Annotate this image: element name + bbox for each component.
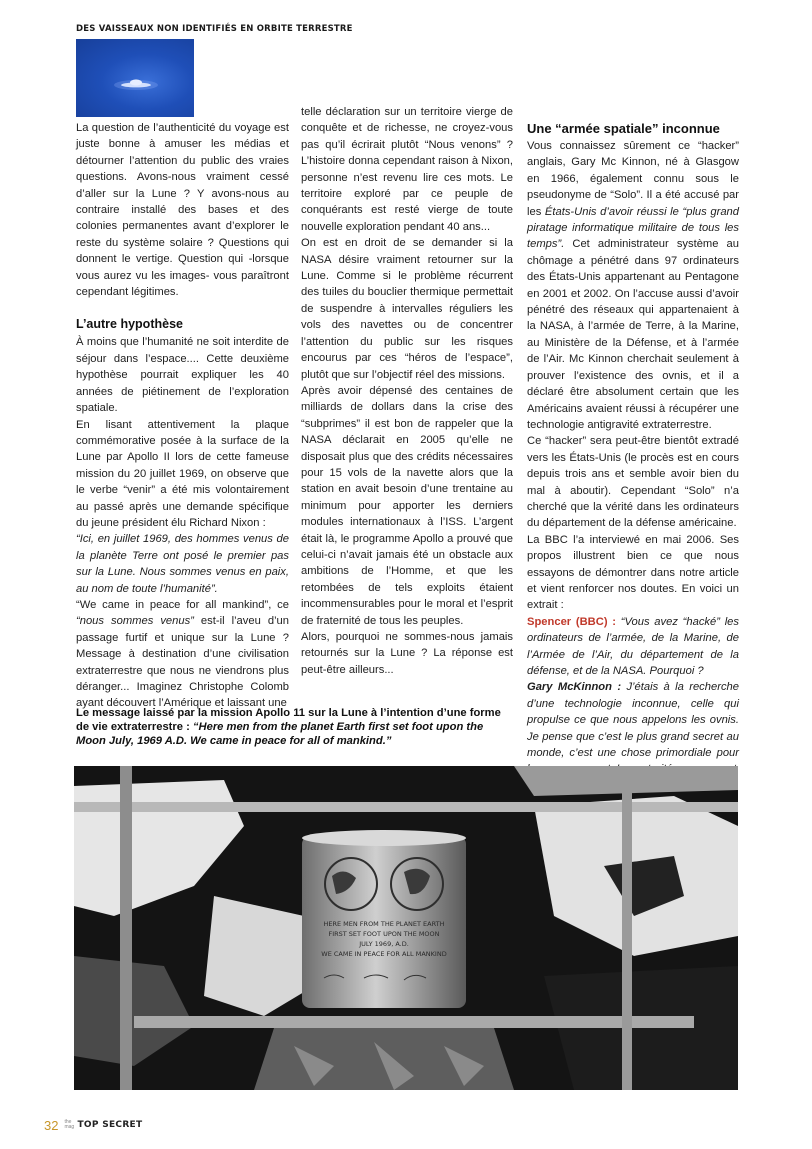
plaque-line-2: FIRST SET FOOT UPON THE MOON — [328, 930, 440, 938]
paragraph: Ce “hacker” sera peut-être bientôt extradé vers les États-Unis (le procès est en cours depuis trois ans et semble avoir bien du mal à aboutir). Cependant “Solo” n’a cherché que la vérité dans les ordinateurs du département de la défense américaine. — [527, 435, 739, 530]
interview-answer — [527, 679, 739, 777]
speaker-mckinnon: Gary McKinnon : — [527, 681, 622, 694]
magazine-logo — [64, 1120, 142, 1130]
page-number: 32 — [44, 1117, 59, 1133]
text-span: est-il l’aveu d’un passage furtif et unique sur la Lune ? Message à destination d’une civilisation extraterrestre que nous ne viendrons plus déranger... Imaginez Christophe Colomb ayant découvert l’Amérique et laissant une — [76, 615, 289, 710]
plaque-illustration — [74, 766, 738, 1090]
quote-text: “Ici, en juillet 1969, des hommes venus de la planète Terre ont posé le premier pas sur la Lune. Nous sommes venus en paix, au nom de toute l’humanité”. — [76, 533, 289, 595]
intro-paragraph: La question de l’authenticité du voyage est juste bonne à amuser les médias et détourner l’attention du public des vraies questions. Avons-nous vraiment cessé d’aller sur la Lune ? Y avons-nous au contraire installé des bases et des colonies permanentes avant d’explorer le reste du système solaire ? Questions qui donnent le vertige. Question qui -lorsque vous aurez vu les images- vous paraîtront cependant légitimes. — [76, 122, 289, 299]
interview-question — [527, 614, 739, 680]
apollo-plaque-photo — [74, 766, 738, 1090]
column-2 — [301, 104, 513, 678]
text-span: Vous connaissez sûrement ce “hacker” anglais, Gary Mc Kinnon, né à Glasgow en 1966, également connu sous le pseudonyme de “Solo”. Il a été accusé par les — [527, 140, 739, 218]
italic-span: États-Unis d’avoir réussi le “plus grand piratage informatique militaire de tous les temps”. — [527, 205, 739, 251]
photo-caption — [76, 706, 516, 748]
ufo-photo — [76, 39, 194, 117]
paragraph: telle déclaration sur un territoire vierge de conquête et de richesse, ne croyez-vous pas qu’il écrirait plutôt “Nous venons” ? L’histoire donna cependant raison à Nixon, personne n’est revenu lire ces mots. Le territoire exploré par ce peuple de conquérants est resté vierge de toute nouvelle exploration pendant 40 ans... — [301, 106, 513, 233]
interview-text: “Vous avez “hacké” les ordinateurs de l’armée, de la Marine, de l’Armée de l’Air, du département de la défense, et de la NASA. Pourquoi ? — [527, 615, 740, 677]
caption-lead: Le message laissé par la mission Apollo 11 sur la Lune à l’intention d’une forme de vie extraterrestre : — [76, 707, 501, 733]
column-1 — [76, 120, 289, 712]
paragraph: On est en droit de se demander si la NASA désire vraiment retourner sur la Lune. Comme si le problème récurrent des tuiles du bouclier thermique permettait de suspendre à intervalles réguliers les vols des navettes ou de concentrer l’attention du public sur les risques encourus par ces “héros de l’espace”, plutôt que sur l’objectif réel des missions. — [301, 237, 513, 381]
paragraph: Après avoir dépensé des centaines de milliards de dollars dans la crise des “subprimes” il est bon de rappeler que la NASA déclarait en 2005 qu’elle ne disposait plus que des crédits nécessaires pour 15 vols de la navette alors que la station en avait besoin d’une trentaine au minimum pour apporter les derniers modules internationaux à l’ISS. L’argent était là, le programme Apollo a prouvé que celui-ci n’avait jamais été un obstacle aux ambitions de l’Homme, et que les retombées de tels exploits étaient incommensurables pour le moral et l’esprit de fraternité de tous les peuples. — [301, 384, 513, 627]
magazine-name: TOP SECRET — [77, 1120, 143, 1130]
paragraph: À moins que l’humanité ne soit interdite de séjour dans l’espace.... Cette deuxième hypothèse pourrait expliquer les 40 années de piétinement de l’exploration spatiale. — [76, 336, 289, 415]
plaque-line-3: JULY 1969, A.D. — [359, 940, 409, 948]
paragraph: En lisant attentivement la plaque commémorative posée à la surface de la Lune par Apollo II lors de cette fameuse mission du 20 juillet 1969, on observe que le verbe “venir” a été mis volontairement au passé après une demande spécifique du jeune président élu Richard Nixon : — [76, 418, 289, 529]
paragraph: La BBC l’a interviewé en mai 2006. Ses propos illustrent bien ce que nous essayons de démontrer dans notre article et vient renforcer nos doutes. En voici un extrait : — [527, 533, 739, 612]
italic-span: “nous sommes venus” — [76, 615, 194, 628]
text-span: Cet administrateur système au chômage a pénétré dans 97 ordinateurs des États-Unis appartenant au Pentagone en 2001 et 2002. On l’accuse aussi d’avoir pénétré des réseaux qui appartenaient à la NASA, à l’armée de Terre, à la Marine, au Ministère de la Défense, et à l’armée de l’Air. Mc Kinnon cherchait seulement à prouver l’existence des ovnis, et il a déclaré être absolument certain que les Américains avaient réussi à récupérer une technologie antigravité extraterrestre. — [527, 238, 739, 431]
plaque-line-1: HERE MEN FROM THE PLANET EARTH — [323, 920, 445, 928]
paragraph — [527, 138, 739, 433]
heading-armee-spatiale: Une “armée spatiale” inconnue — [527, 121, 720, 136]
paragraph — [76, 597, 289, 712]
caption-quote: “Here men from the planet Earth first set foot upon the Moon July, 1969 A.D. We came in peace for all of mankind.” — [76, 721, 484, 747]
quote-paragraph — [76, 531, 289, 597]
heading-autre-hypothese: L’autre hypothèse — [76, 317, 183, 332]
section-label: DES VAISSEAUX NON IDENTIFIÉS EN ORBITE TERRESTRE — [76, 24, 353, 34]
speaker-spencer: Spencer (BBC) : — [527, 615, 617, 628]
text-span: “We came in peace for all mankind”, ce — [76, 598, 289, 611]
logo-tiny-mark: the mag — [64, 1119, 75, 1130]
paragraph: Alors, pourquoi ne sommes-nous jamais retournés sur la Lune ? La réponse est peut-être ailleurs... — [301, 631, 513, 676]
page-footer — [44, 1117, 142, 1133]
column-3 — [527, 120, 739, 778]
ufo-illustration — [76, 39, 194, 117]
interview-text: J’étais à la recherche d’une technologie inconnue, celle qui propulse ce que nous appelons les ovnis. Je pense que c’est le plus grand secret au monde, c’est une chose primordiale pour — [527, 681, 739, 760]
plaque-line-4: WE CAME IN PEACE FOR ALL MANKIND — [321, 950, 447, 958]
